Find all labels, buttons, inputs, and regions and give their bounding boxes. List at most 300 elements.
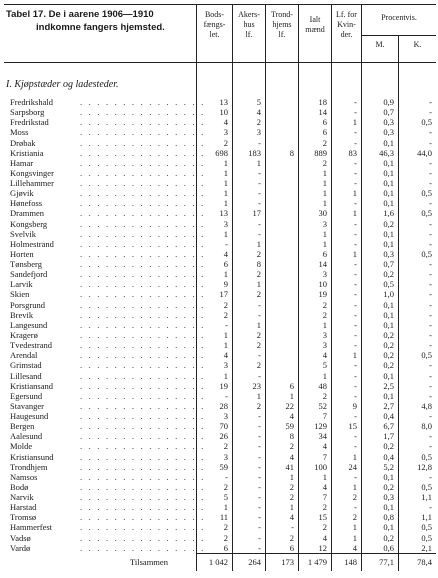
- cell-ialt: 1: [322, 238, 327, 249]
- cell-kvinder: 4: [352, 542, 357, 553]
- cell-place-name: Lillesand: [10, 370, 42, 381]
- cell-pct-k: -: [429, 471, 432, 482]
- cell-place-name: Gjøvik: [10, 188, 34, 199]
- total-label: Tilsammen: [130, 557, 168, 567]
- cell-pct-m: 0,1: [383, 522, 394, 533]
- cell-pct-k: -: [429, 370, 432, 381]
- cell-pct-k: 44,0: [417, 147, 432, 158]
- cell-kvinder: -: [354, 502, 357, 513]
- cell-ialt: 14: [318, 107, 327, 118]
- cell-bodsfaengslet: 2: [223, 441, 228, 452]
- cell-pct-m: 0,1: [383, 178, 394, 189]
- cell-trondhjems: 1: [289, 502, 294, 513]
- cell-bodsfaengslet: 1: [223, 370, 228, 381]
- cell-place-name: Vardø: [10, 542, 31, 553]
- cell-pct-m: 0,1: [383, 502, 394, 513]
- cell-akershus: 23: [252, 380, 261, 391]
- dot-leader: . . . . . . . . . . . . . . .: [80, 492, 206, 503]
- cell-ialt: 30: [318, 208, 327, 219]
- cell-place-name: Arendal: [10, 350, 38, 361]
- cell-ialt: 6: [322, 127, 327, 138]
- cell-trondhjems: 1: [289, 471, 294, 482]
- cell-ialt: 6: [322, 248, 327, 259]
- dot-leader: . . . . . . . . . . . . . . .: [80, 400, 206, 411]
- cell-kvinder: -: [354, 309, 357, 320]
- cell-kvinder: 24: [348, 461, 357, 472]
- cell-pct-m: 0,4: [383, 451, 394, 462]
- cell-pct-m: 0,6: [383, 542, 394, 553]
- cell-bodsfaengslet: 1: [223, 502, 228, 513]
- cell-pct-m: 0,1: [383, 198, 394, 209]
- cell-akershus: -: [258, 198, 261, 209]
- cell-ialt: 2: [322, 309, 327, 320]
- dot-leader: . . . . . . . . . . . . . . .: [80, 238, 206, 249]
- cell-akershus: -: [258, 471, 261, 482]
- cell-place-name: Vadsø: [10, 532, 31, 543]
- dot-leader: . . . . . . . . . . . . . . .: [80, 411, 206, 422]
- cell-place-name: Bergen: [10, 421, 35, 432]
- cell-place-name: Kristiansund: [10, 451, 54, 462]
- cell-ialt: 5: [322, 360, 327, 371]
- cell-kvinder: -: [354, 127, 357, 138]
- cell-bodsfaengslet: 1: [223, 167, 228, 178]
- cell-trondhjems: 6: [289, 542, 294, 553]
- cell-pct-k: 0,5: [421, 481, 432, 492]
- cell-place-name: Kristiansand: [10, 380, 53, 391]
- cell-bodsfaengslet: 698: [215, 147, 228, 158]
- cell-pct-k: -: [429, 157, 432, 168]
- cell-bodsfaengslet: 3: [223, 127, 228, 138]
- cell-pct-k: 0,5: [421, 188, 432, 199]
- cell-ialt: 48: [318, 380, 327, 391]
- cell-ialt: 15: [318, 512, 327, 523]
- cell-bodsfaengslet: 1: [223, 228, 228, 239]
- cell-akershus: -: [258, 542, 261, 553]
- cell-akershus: -: [258, 441, 261, 452]
- cell-akershus: -: [258, 167, 261, 178]
- table-row: [0, 543, 438, 554]
- dot-leader: . . . . . . . . . . . . . . .: [80, 481, 206, 492]
- cell-ialt: 2: [322, 137, 327, 148]
- cell-trondhjems: 4: [289, 512, 294, 523]
- cell-place-name: Hønefoss: [10, 198, 43, 209]
- dot-leader: . . . . . . . . . . . . . . .: [80, 471, 206, 482]
- dot-leader: . . . . . . . . . . . . . . .: [80, 208, 206, 219]
- header-bottom-rule: [4, 62, 436, 63]
- cell-bodsfaengslet: 4: [223, 117, 228, 128]
- cell-akershus: 8: [256, 259, 261, 270]
- cell-pct-k: 0,5: [421, 208, 432, 219]
- cell-bodsfaengslet: 1: [223, 329, 228, 340]
- cell-place-name: Narvik: [10, 492, 34, 503]
- cell-trondhjems: 8: [289, 431, 294, 442]
- cell-akershus: -: [258, 431, 261, 442]
- cell-trondhjems: 4: [289, 451, 294, 462]
- cell-bodsfaengslet: -: [225, 319, 228, 330]
- cell-pct-m: 0,1: [383, 137, 394, 148]
- cell-akershus: -: [258, 512, 261, 523]
- cell-pct-m: 0,9: [383, 97, 394, 107]
- cell-pct-k: 0,5: [421, 117, 432, 128]
- cell-kvinder: 2: [352, 492, 357, 503]
- table-title-line2: indkomne fangers hjemsted.: [36, 22, 165, 33]
- cell-ialt: 4: [322, 350, 327, 361]
- cell-kvinder: 9: [352, 400, 357, 411]
- cell-pct-m: 0,3: [383, 248, 394, 259]
- col-header-m: M.: [375, 40, 385, 49]
- cell-pct-k: -: [429, 289, 432, 300]
- cell-pct-m: 0,7: [383, 107, 394, 118]
- cell-akershus: -: [258, 502, 261, 513]
- top-rule: [4, 4, 436, 5]
- col-header-bodsfaengslet: Bods- fængs- let.: [203, 10, 226, 39]
- cell-ialt: 3: [322, 218, 327, 229]
- cell-ialt: 1: [322, 188, 327, 199]
- cell-pct-m: 0,2: [383, 350, 394, 361]
- cell-bodsfaengslet: 10: [219, 107, 228, 118]
- dot-leader: . . . . . . . . . . . . . . .: [80, 167, 206, 178]
- table-title: [6, 8, 206, 34]
- cell-ialt: 1: [322, 319, 327, 330]
- cell-pct-k: -: [429, 97, 432, 107]
- cell-place-name: Horten: [10, 248, 34, 259]
- cell-place-name: Holmestrand: [10, 238, 54, 249]
- cell-akershus: -: [258, 178, 261, 189]
- cell-pct-k: 4,8: [421, 400, 432, 411]
- cell-kvinder: -: [354, 390, 357, 401]
- dot-leader: . . . . . . . . . . . . . . .: [80, 431, 206, 442]
- cell-place-name: Egersund: [10, 390, 43, 401]
- cell-kvinder: -: [354, 97, 357, 107]
- cell-pct-m: 0,8: [383, 512, 394, 523]
- cell-ialt: 10: [318, 279, 327, 290]
- dot-leader: . . . . . . . . . . . . . . .: [80, 340, 206, 351]
- dot-leader: . . . . . . . . . . . . . . .: [80, 522, 206, 533]
- cell-akershus: -: [258, 421, 261, 432]
- cell-bodsfaengslet: 2: [223, 532, 228, 543]
- cell-pct-k: -: [429, 228, 432, 239]
- cell-bodsfaengslet: 17: [219, 289, 228, 300]
- cell-bodsfaengslet: 4: [223, 248, 228, 259]
- cell-pct-k: -: [429, 340, 432, 351]
- cell-ialt: 2: [322, 157, 327, 168]
- cell-kvinder: -: [354, 360, 357, 371]
- cell-bodsfaengslet: 13: [219, 97, 228, 107]
- cell-bodsfaengslet: 2: [223, 481, 228, 492]
- cell-kvinder: -: [354, 167, 357, 178]
- dot-leader: . . . . . . . . . . . . . . .: [80, 117, 206, 128]
- dot-leader: . . . . . . . . . . . . . . .: [80, 137, 206, 148]
- cell-akershus: -: [258, 309, 261, 320]
- cell-kvinder: -: [354, 329, 357, 340]
- cell-place-name: Namsos: [10, 471, 38, 482]
- cell-pct-m: 46,3: [379, 147, 394, 158]
- cell-kvinder: -: [354, 137, 357, 148]
- cell-pct-k: -: [429, 411, 432, 422]
- cell-kvinder: 2: [352, 512, 357, 523]
- cell-pct-m: 0,1: [383, 228, 394, 239]
- cell-ialt: 34: [318, 431, 327, 442]
- cell-bodsfaengslet: 70: [219, 421, 228, 432]
- cell-bodsfaengslet: 28: [219, 400, 228, 411]
- cell-pct-m: 5,2: [383, 461, 394, 472]
- cell-trondhjems: -: [291, 522, 294, 533]
- cell-pct-m: 0,5: [383, 279, 394, 290]
- cell-place-name: Kristiania: [10, 147, 44, 158]
- cell-pct-k: -: [429, 259, 432, 270]
- cell-trondhjems: 2: [289, 441, 294, 452]
- cell-akershus: 1: [256, 319, 261, 330]
- dot-leader: . . . . . . . . . . . . . . .: [80, 360, 206, 371]
- cell-bodsfaengslet: 1: [223, 188, 228, 199]
- cell-trondhjems: 2: [289, 481, 294, 492]
- cell-ialt: 2: [322, 522, 327, 533]
- table-title-line1: Tabel 17. De i aarene 1906—1910: [6, 9, 154, 20]
- dot-leader: . . . . . . . . . . . . . . .: [80, 218, 206, 229]
- cell-kvinder: -: [354, 299, 357, 310]
- cell-place-name: Kragerø: [10, 329, 38, 340]
- cell-ialt: 3: [322, 329, 327, 340]
- cell-akershus: -: [258, 350, 261, 361]
- cell-place-name: Tromsø: [10, 512, 37, 523]
- dot-leader: . . . . . . . . . . . . . . .: [80, 512, 206, 523]
- dot-leader: . . . . . . . . . . . . . . .: [80, 451, 206, 462]
- total-ialt: 1 479: [307, 557, 327, 567]
- cell-akershus: -: [258, 137, 261, 148]
- cell-kvinder: -: [354, 441, 357, 452]
- dot-leader: . . . . . . . . . . . . . . .: [80, 350, 206, 361]
- cell-bodsfaengslet: 59: [219, 461, 228, 472]
- cell-trondhjems: 41: [285, 461, 294, 472]
- cell-akershus: -: [258, 461, 261, 472]
- cell-pct-k: 0,5: [421, 350, 432, 361]
- cell-ialt: 2: [322, 502, 327, 513]
- cell-pct-m: 0,7: [383, 259, 394, 270]
- cell-pct-m: 0,1: [383, 319, 394, 330]
- cell-place-name: Haugesund: [10, 411, 49, 422]
- cell-pct-m: 0,3: [383, 117, 394, 128]
- dot-leader: . . . . . . . . . . . . . . .: [80, 380, 206, 391]
- cell-ialt: 1: [322, 370, 327, 381]
- cell-kvinder: 1: [352, 532, 357, 543]
- cell-pct-k: -: [429, 198, 432, 209]
- cell-bodsfaengslet: 2: [223, 309, 228, 320]
- cell-place-name: Tønsberg: [10, 259, 42, 270]
- col-header-k: K.: [413, 40, 422, 49]
- cell-pct-m: 0,2: [383, 532, 394, 543]
- cell-kvinder: 1: [352, 350, 357, 361]
- cell-bodsfaengslet: 6: [223, 259, 228, 270]
- cell-place-name: Lillehammer: [10, 178, 54, 189]
- cell-trondhjems: 2: [289, 532, 294, 543]
- cell-trondhjems: 1: [289, 390, 294, 401]
- cell-pct-k: -: [429, 218, 432, 229]
- total-pct-m: 77,1: [379, 557, 394, 567]
- cell-akershus: 2: [256, 117, 261, 128]
- cell-kvinder: -: [354, 289, 357, 300]
- dot-leader: . . . . . . . . . . . . . . .: [80, 178, 206, 189]
- cell-ialt: 889: [314, 147, 327, 158]
- cell-trondhjems: 4: [289, 411, 294, 422]
- cell-place-name: Skien: [10, 289, 30, 300]
- dot-leader: . . . . . . . . . . . . . . .: [80, 532, 206, 543]
- cell-place-name: Harstad: [10, 502, 37, 513]
- cell-ialt: 7: [322, 492, 327, 503]
- cell-bodsfaengslet: 4: [223, 350, 228, 361]
- dot-leader: . . . . . . . . . . . . . . .: [80, 289, 206, 300]
- cell-place-name: Fredrikstad: [10, 117, 49, 128]
- cell-bodsfaengslet: 9: [223, 279, 228, 290]
- dot-leader: . . . . . . . . . . . . . . .: [80, 370, 206, 381]
- total-pct-k: 78,4: [417, 557, 432, 567]
- cell-bodsfaengslet: 1: [223, 269, 228, 280]
- cell-trondhjems: 6: [289, 380, 294, 391]
- cell-pct-k: -: [429, 502, 432, 513]
- cell-pct-k: 0,5: [421, 522, 432, 533]
- cell-kvinder: -: [354, 259, 357, 270]
- cell-akershus: -: [258, 218, 261, 229]
- cell-akershus: -: [258, 522, 261, 533]
- cell-place-name: Kongsvinger: [10, 167, 54, 178]
- cell-place-name: Drøbak: [10, 137, 36, 148]
- cell-ialt: 18: [318, 97, 327, 107]
- section-label: I. Kjøpstæder og ladesteder.: [6, 79, 119, 90]
- cell-akershus: 2: [256, 340, 261, 351]
- cell-kvinder: -: [354, 228, 357, 239]
- cell-ialt: 14: [318, 259, 327, 270]
- cell-kvinder: -: [354, 157, 357, 168]
- dot-leader: . . . . . . . . . . . . . . .: [80, 421, 206, 432]
- cell-ialt: 12: [318, 542, 327, 553]
- cell-pct-k: -: [429, 380, 432, 391]
- cell-place-name: Sandefjord: [10, 269, 48, 280]
- cell-place-name: Tvedestrand: [10, 340, 53, 351]
- dot-leader: . . . . . . . . . . . . . . .: [80, 319, 206, 330]
- cell-pct-k: 8,0: [421, 421, 432, 432]
- cell-ialt: 2: [322, 299, 327, 310]
- cell-kvinder: 1: [352, 451, 357, 462]
- dot-leader: . . . . . . . . . . . . . . .: [80, 279, 206, 290]
- cell-bodsfaengslet: 3: [223, 218, 228, 229]
- cell-pct-m: 1,0: [383, 289, 394, 300]
- cell-pct-m: 0,1: [383, 167, 394, 178]
- dot-leader: . . . . . . . . . . . . . . .: [80, 147, 206, 158]
- cell-bodsfaengslet: 3: [223, 360, 228, 371]
- dot-leader: . . . . . . . . . . . . . . .: [80, 188, 206, 199]
- cell-pct-m: 0,1: [383, 157, 394, 168]
- cell-bodsfaengslet: 1: [223, 157, 228, 168]
- cell-ialt: 3: [322, 340, 327, 351]
- cell-ialt: 1: [322, 471, 327, 482]
- cell-kvinder: 15: [348, 421, 357, 432]
- cell-akershus: 2: [256, 289, 261, 300]
- cell-pct-m: 0,3: [383, 492, 394, 503]
- cell-pct-m: 0,2: [383, 481, 394, 492]
- cell-ialt: 1: [322, 178, 327, 189]
- cell-pct-k: -: [429, 107, 432, 118]
- cell-place-name: Porsgrund: [10, 299, 45, 310]
- cell-pct-k: -: [429, 299, 432, 310]
- cell-place-name: Stavanger: [10, 400, 44, 411]
- cell-akershus: -: [258, 481, 261, 492]
- cell-place-name: Larvik: [10, 279, 33, 290]
- cell-kvinder: -: [354, 431, 357, 442]
- cell-pct-k: 12,8: [417, 461, 432, 472]
- dot-leader: . . . . . . . . . . . . . . .: [80, 309, 206, 320]
- cell-pct-k: -: [429, 269, 432, 280]
- cell-akershus: 183: [248, 147, 261, 158]
- cell-akershus: 5: [256, 97, 261, 107]
- cell-bodsfaengslet: -: [225, 390, 228, 401]
- cell-akershus: -: [258, 228, 261, 239]
- dot-leader: . . . . . . . . . . . . . . .: [80, 127, 206, 138]
- cell-trondhjems: 22: [285, 400, 294, 411]
- cell-akershus: -: [258, 451, 261, 462]
- cell-ialt: 1: [322, 167, 327, 178]
- cell-bodsfaengslet: 2: [223, 522, 228, 533]
- cell-pct-k: -: [429, 309, 432, 320]
- cell-kvinder: -: [354, 340, 357, 351]
- cell-pct-m: 0,2: [383, 218, 394, 229]
- dot-leader: . . . . . . . . . . . . . . .: [80, 248, 206, 259]
- cell-kvinder: -: [354, 107, 357, 118]
- cell-bodsfaengslet: 2: [223, 299, 228, 310]
- cell-place-name: Drammen: [10, 208, 44, 219]
- cell-pct-m: 0,1: [383, 299, 394, 310]
- cell-akershus: 4: [256, 107, 261, 118]
- dot-leader: . . . . . . . . . . . . . . .: [80, 461, 206, 472]
- cell-pct-k: 2,1: [421, 542, 432, 553]
- cell-kvinder: -: [354, 279, 357, 290]
- cell-kvinder: -: [354, 411, 357, 422]
- cell-pct-k: -: [429, 441, 432, 452]
- cell-kvinder: -: [354, 178, 357, 189]
- total-trondhjems: 173: [281, 557, 294, 567]
- cell-pct-m: 2,5: [383, 380, 394, 391]
- cell-bodsfaengslet: -: [225, 238, 228, 249]
- cell-pct-m: 0,1: [383, 238, 394, 249]
- cell-pct-k: -: [429, 127, 432, 138]
- cell-pct-k: 1,1: [421, 492, 432, 503]
- cell-pct-m: 0,4: [383, 411, 394, 422]
- cell-pct-k: 0,5: [421, 248, 432, 259]
- cell-pct-k: -: [429, 329, 432, 340]
- cell-bodsfaengslet: 11: [219, 512, 228, 523]
- cell-place-name: Bodø: [10, 481, 29, 492]
- cell-ialt: 1: [322, 228, 327, 239]
- cell-pct-k: -: [429, 178, 432, 189]
- dot-leader: . . . . . . . . . . . . . . .: [80, 269, 206, 280]
- col-header-procentvis: Procentvis.: [381, 13, 417, 22]
- cell-kvinder: 83: [348, 147, 357, 158]
- cell-ialt: 2: [322, 390, 327, 401]
- cell-akershus: 1: [256, 279, 261, 290]
- cell-kvinder: 1: [352, 188, 357, 199]
- cell-bodsfaengslet: 3: [223, 411, 228, 422]
- cell-akershus: -: [258, 370, 261, 381]
- cell-akershus: -: [258, 411, 261, 422]
- col-header-ialt-maend: Ialt mænd: [305, 15, 325, 34]
- total-bodsfaengslet: 1 042: [208, 557, 228, 567]
- cell-pct-m: 0,3: [383, 127, 394, 138]
- cell-place-name: Kongsberg: [10, 218, 48, 229]
- cell-akershus: 1: [256, 157, 261, 168]
- dot-leader: . . . . . . . . . . . . . . .: [80, 299, 206, 310]
- cell-akershus: -: [258, 299, 261, 310]
- cell-pct-m: 0,2: [383, 269, 394, 280]
- dot-leader: . . . . . . . . . . . . . . .: [80, 259, 206, 270]
- cell-bodsfaengslet: 1: [223, 340, 228, 351]
